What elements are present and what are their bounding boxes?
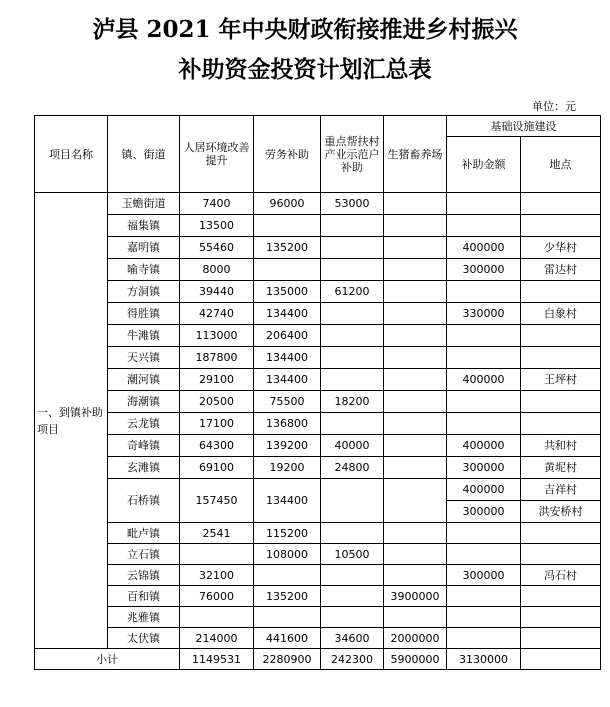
cell-industry [321,259,384,281]
header-town: 镇、街道 [108,116,180,193]
table-row [35,303,601,325]
cell-town: 立石镇 [108,544,180,565]
cell-place [521,193,601,215]
title-line-1: 泸县 2021 年中央财政衔接推进乡村振兴 [92,16,518,43]
cell-env [180,544,254,565]
cell-industry [321,237,384,259]
table-row [35,628,601,649]
cell-amount [447,523,521,544]
cell-amount: 300000 [447,565,521,586]
cell-town: 海潮镇 [108,391,180,413]
table-row [35,259,601,281]
cell-industry [321,369,384,391]
cell-pig [384,215,447,237]
cell-amount [447,628,521,649]
cell-town: 毗卢镇 [108,523,180,544]
cell-labor: 135200 [254,586,321,607]
title-line-2: 补助资金投资计划汇总表 [178,56,432,83]
cell-amount [447,586,521,607]
cell-town: 百和镇 [108,586,180,607]
cell-amount: 400000 [447,237,521,259]
cell-place [521,325,601,347]
cell-env: 7400 [180,193,254,215]
table-row [35,607,601,628]
subtotal-label: 小计 [35,649,180,670]
cell-industry: 61200 [321,281,384,303]
table-row [35,565,601,586]
cell-env: 42740 [180,303,254,325]
cell-amount [447,347,521,369]
header-industry: 重点帮扶村产业示范户补助 [321,116,384,193]
table-row [35,391,601,413]
cell-env: 29100 [180,369,254,391]
table-row [35,325,601,347]
cell-labor: 115200 [254,523,321,544]
cell-pig [384,303,447,325]
cell-place [521,586,601,607]
cell-industry: 34600 [321,628,384,649]
header-infra-place: 地点 [521,137,601,193]
cell-amount: 300000 [447,501,521,523]
cell-env: 39440 [180,281,254,303]
cell-town: 玄滩镇 [108,457,180,479]
cell-env: 157450 [180,479,254,523]
cell-env: 17100 [180,413,254,435]
cell-labor [254,259,321,281]
table-row [35,347,601,369]
cell-town: 太伏镇 [108,628,180,649]
cell-place [521,544,601,565]
cell-industry: 18200 [321,391,384,413]
cell-industry: 40000 [321,435,384,457]
table-row [35,479,601,501]
cell-labor: 441600 [254,628,321,649]
cell-pig [384,457,447,479]
cell-town: 兆雅镇 [108,607,180,628]
cell-labor [254,607,321,628]
cell-town: 云龙镇 [108,413,180,435]
cell-place: 少华村 [521,237,601,259]
cell-industry [321,479,384,523]
subtotal-industry: 242300 [321,649,384,670]
cell-place: 冯石村 [521,565,601,586]
cell-place [521,628,601,649]
cell-place: 共和村 [521,435,601,457]
cell-amount: 330000 [447,303,521,325]
cell-amount [447,281,521,303]
cell-env: 69100 [180,457,254,479]
subtotal-labor: 2280900 [254,649,321,670]
table-row [35,237,601,259]
cell-amount [447,325,521,347]
cell-industry [321,413,384,435]
cell-industry: 53000 [321,193,384,215]
cell-env: 8000 [180,259,254,281]
header-labor: 劳务补助 [254,116,321,193]
cell-town: 潮河镇 [108,369,180,391]
cell-amount [447,193,521,215]
cell-pig [384,281,447,303]
cell-place: 洪安桥村 [521,501,601,523]
cell-place [521,523,601,544]
cell-industry [321,586,384,607]
table-row [35,215,601,237]
table-row [35,435,601,457]
cell-town: 奇峰镇 [108,435,180,457]
cell-env: 55460 [180,237,254,259]
header-infra-amount: 补助金额 [447,137,521,193]
cell-labor: 206400 [254,325,321,347]
cell-amount: 400000 [447,435,521,457]
cell-env: 187800 [180,347,254,369]
cell-labor [254,215,321,237]
subtotal-amount: 3130000 [447,649,521,670]
cell-env: 64300 [180,435,254,457]
table-row [35,193,601,215]
cell-place [521,607,601,628]
cell-town: 石桥镇 [108,479,180,523]
cell-town: 云锦镇 [108,565,180,586]
header-project: 项目名称 [35,116,108,193]
table-row [35,457,601,479]
cell-env: 214000 [180,628,254,649]
table-row [35,281,601,303]
cell-town: 嘉明镇 [108,237,180,259]
cell-amount [447,413,521,435]
cell-industry [321,325,384,347]
subtotal-pig: 5900000 [384,649,447,670]
cell-industry [321,215,384,237]
cell-labor: 134400 [254,479,321,523]
cell-place: 黄坭村 [521,457,601,479]
cell-pig [384,544,447,565]
cell-place: 白象村 [521,303,601,325]
cell-amount [447,607,521,628]
subtotal-row [35,649,601,670]
cell-industry: 10500 [321,544,384,565]
table-row [35,544,601,565]
cell-town: 得胜镇 [108,303,180,325]
cell-place: 吉祥村 [521,479,601,501]
cell-env: 20500 [180,391,254,413]
cell-labor: 134400 [254,303,321,325]
table-row [35,586,601,607]
cell-amount: 400000 [447,369,521,391]
cell-labor: 136800 [254,413,321,435]
cell-env: 13500 [180,215,254,237]
cell-pig [384,607,447,628]
cell-industry [321,607,384,628]
category-cell: 一、到镇补助项目 [35,193,108,649]
cell-pig: 2000000 [384,628,447,649]
cell-env [180,607,254,628]
cell-place: 雷达村 [521,259,601,281]
cell-labor: 75500 [254,391,321,413]
cell-pig [384,325,447,347]
subtotal-env: 1149531 [180,649,254,670]
cell-labor: 139200 [254,435,321,457]
header-infra: 基础设施建设 [447,116,601,137]
cell-pig [384,193,447,215]
cell-env: 76000 [180,586,254,607]
cell-labor: 108000 [254,544,321,565]
cell-amount [447,215,521,237]
cell-env: 113000 [180,325,254,347]
cell-pig [384,479,447,523]
table-row [35,413,601,435]
cell-pig [384,369,447,391]
cell-industry [321,565,384,586]
funding-table [34,115,601,670]
cell-env: 2541 [180,523,254,544]
cell-amount: 300000 [447,457,521,479]
cell-place [521,413,601,435]
cell-place [521,215,601,237]
cell-pig [384,565,447,586]
cell-amount [447,391,521,413]
cell-amount [447,544,521,565]
cell-town: 喻寺镇 [108,259,180,281]
cell-labor: 96000 [254,193,321,215]
cell-pig [384,391,447,413]
cell-place [521,281,601,303]
cell-industry: 24800 [321,457,384,479]
cell-env: 32100 [180,565,254,586]
cell-labor: 135200 [254,237,321,259]
unit-label: 单位：元 [532,100,576,113]
cell-labor: 19200 [254,457,321,479]
header-pig: 生猪畜养场 [384,116,447,193]
subtotal-place [521,649,601,670]
cell-town: 方洞镇 [108,281,180,303]
header-env: 人居环境改善提升 [180,116,254,193]
cell-labor [254,565,321,586]
cell-place [521,347,601,369]
cell-town: 玉蟾街道 [108,193,180,215]
cell-amount: 400000 [447,479,521,501]
cell-pig [384,259,447,281]
cell-town: 福集镇 [108,215,180,237]
cell-labor: 134400 [254,347,321,369]
cell-place: 王坪村 [521,369,601,391]
cell-industry [321,523,384,544]
cell-pig: 3900000 [384,586,447,607]
cell-labor: 134400 [254,369,321,391]
cell-pig [384,413,447,435]
cell-pig [384,523,447,544]
cell-labor: 135000 [254,281,321,303]
cell-industry [321,303,384,325]
cell-town: 天兴镇 [108,347,180,369]
cell-amount: 300000 [447,259,521,281]
cell-pig [384,435,447,457]
cell-place [521,391,601,413]
cell-pig [384,237,447,259]
table-row [35,523,601,544]
cell-pig [384,347,447,369]
cell-industry [321,347,384,369]
cell-town: 牛滩镇 [108,325,180,347]
table-row [35,369,601,391]
